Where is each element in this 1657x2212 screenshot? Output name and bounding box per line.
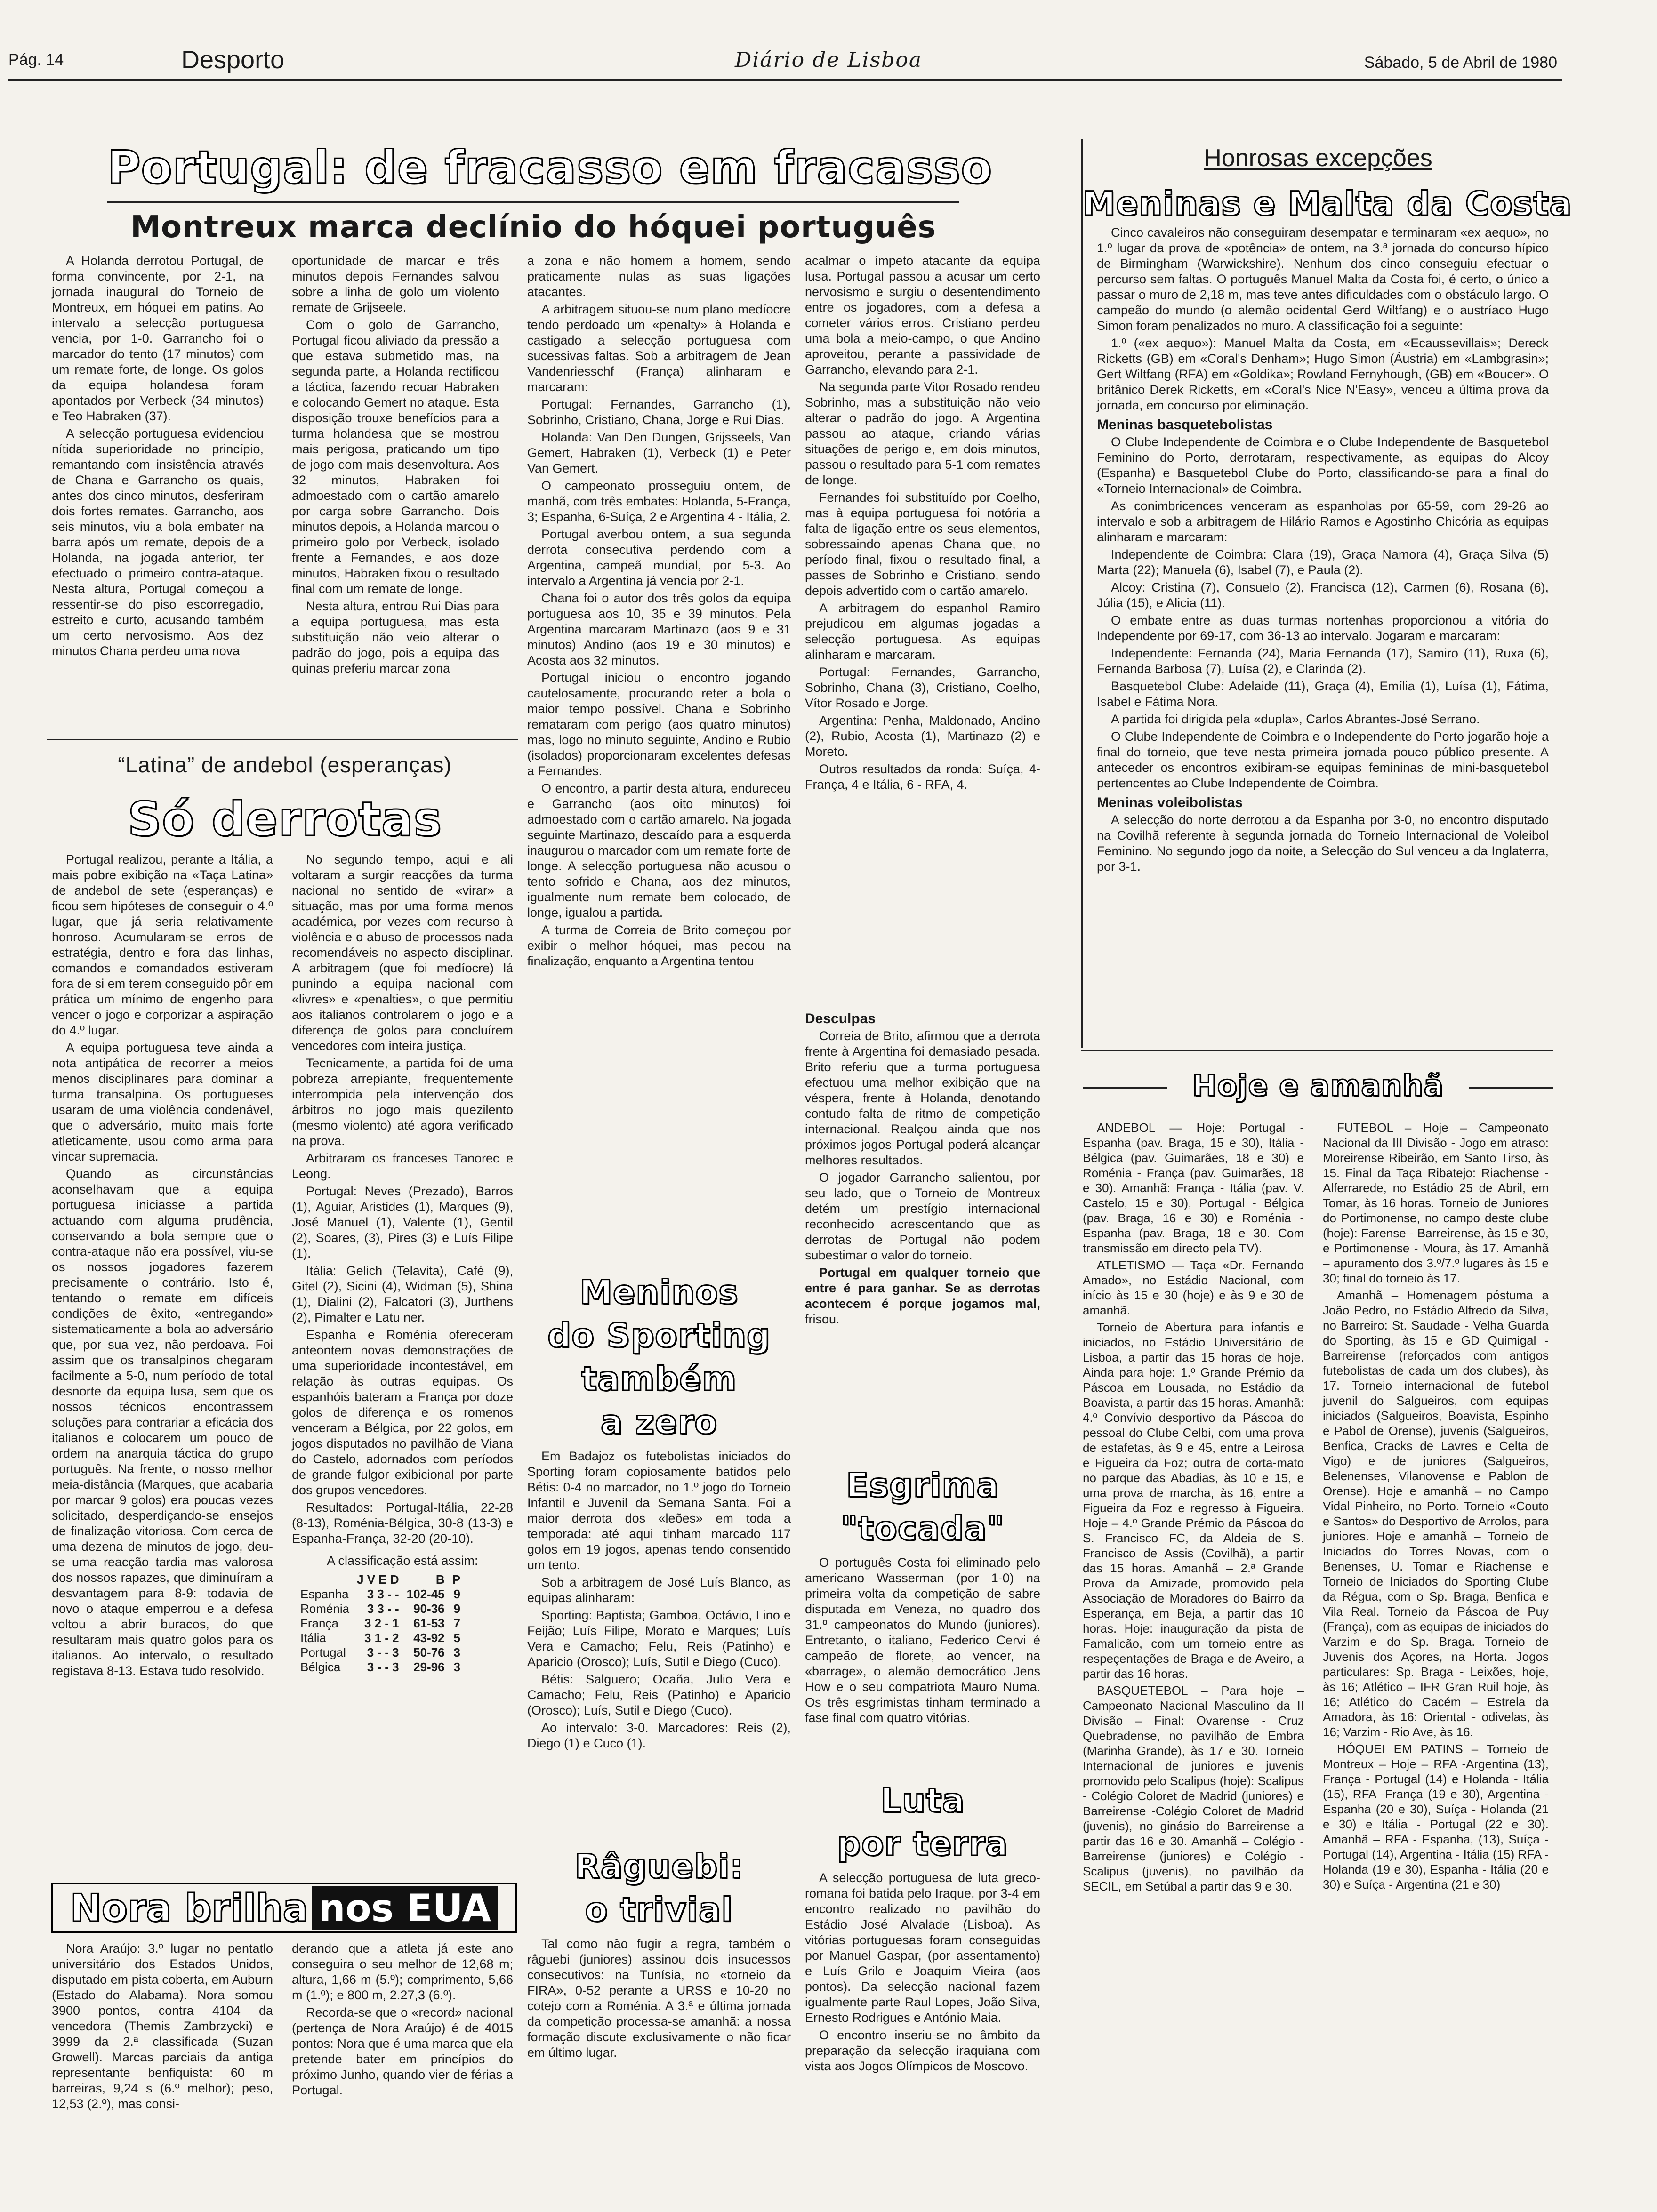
- paragraph: Cinco cavaleiros não conseguiram desempatar e terminaram «ex aequo», no 1.º lugar da prova de «potência» de ontem, na 3.ª jornada do concurso hípico de Birmingham (Warwickshire). Nenhum dos cinco conseguiu efectuar o percurso sem faltas. O português Manuel Malta da Costa foi, é certo, o único a passar o muro de 2,18 m, mas teve antes dificuldades com o obstáculo largo. O campeão do mundo (o alemão ocidental Gerd Wiltfang) e o austríaco Hugo Simon foram penalizados no muro. A classificação foi a seguinte:: [1097, 225, 1549, 333]
- paragraph: Independente: Fernanda (24), Maria Fernanda (17), Samiro (11), Ruxa (6), Fernanda Barbosa (7), Luísa (2), e Clarinda (2).: [1097, 646, 1549, 676]
- paragraph: Nesta altura, entrou Rui Dias para a equipa portuguesa, mas esta substituição não veio alterar o padrão do jogo, pois a equipa das quinas preferiu marcar zona: [292, 599, 499, 675]
- paragraph: Sporting: Baptista; Gamboa, Octávio, Lino e Feijão; Luís Filipe, Morato e Marques; Luís Vera e Camacho; Felu, Reis (Patinho) e Aparicio (Orosco); Luís, Sutil e Diego (Cuco).: [527, 1608, 791, 1669]
- table-cell: 9: [453, 1587, 460, 1601]
- table-row: [297, 1602, 464, 1616]
- table-cell: 50-76: [413, 1645, 445, 1659]
- paragraph: As conimbricences venceram as espanholas por 65-59, com 29-26 ao intervalo e sob a arbitragem de Hilário Ramos e Agostinho Chicória as equipas alinharam e marcaram:: [1097, 499, 1549, 544]
- table-row: [297, 1616, 464, 1631]
- table-cell: 3 2 - 1: [364, 1616, 399, 1630]
- nora-title-b: nos EUA: [312, 1886, 498, 1930]
- paragraph: Alcoy: Cristina (7), Consuelo (2), Francisca (12), Carmen (6), Rosana (6), Júlia (15), e Alicia (11).: [1097, 580, 1549, 610]
- paragraph: ANDEBOL — Hoje: Portugal - Espanha (pav. Braga, 15 e 30), Itália - Bélgica (pav. Guimarães, 18 e 30) e Roménia - França (pav. Guimarães, 18 e 30). Amanhã: França - Itália (pav. V. Castelo, 15 e 30), Portugal - Bélgica (pav. Braga, 16 e 30) e Roménia - Espanha (pav. Braga, 18 e 30. Com transmissão em directo pela TV).: [1083, 1121, 1304, 1255]
- table-cell: Bélgica: [300, 1660, 341, 1674]
- paragraph: Tecnicamente, a partida foi de uma pobreza arrepiante, frequentemente interrompida pela intervenção dos árbitros no jogo mais quezilento (mesmo violento) até agora verificado na prova.: [292, 1056, 513, 1148]
- luta-box: [805, 1779, 1040, 2076]
- table-row: [297, 1631, 464, 1645]
- honrosas-left-rule: [1081, 139, 1083, 1048]
- table-cell: 90-36: [413, 1602, 445, 1616]
- paragraph: Nora Araújo: 3.º lugar no pentatlo universitário dos Estados Unidos, disputado em pista coberta, em Auburn (Estado do Alabama). Nora somou 3900 pontos, contra 4104 da vencedora (Themis Zambrzycki) e 3999 da 2.ª classificada (Suzan Growell). Marcas parciais da antiga representante benfiquista: 60 m barreiras, 9,24 s (6.º melhor); peso, 12,53 (2.º), mas consi-: [52, 1941, 273, 2111]
- table-cell: 3 1 - 2: [364, 1631, 399, 1645]
- table-header-cell: J V E D: [357, 1572, 399, 1587]
- paragraph: A selecção portuguesa evidenciou nítida superioridade no princípio, remantando com insistência através de Chana e Garrancho os quais, antes dos cinco minutos, desferiram dois fortes remates. Garrancho, aos seis minutos, viu a bola embater na barra após um remate, depois de a Holanda, na jogada anterior, ter efectuado o primeiro contra-ataque. Nesta altura, Portugal começou a ressentir-se do piso escorregadio, estreito e curto, acusando também um certo nervosismo. Aos dez minutos Chana perdeu uma nova: [52, 426, 264, 658]
- paragraph: A equipa portuguesa teve ainda a nota antipática de recorrer a meios menos disciplinares para dominar a turma transalpina. Os portugueses usaram de uma violência condenável, que o adversário, muito mais forte atleticamente, usou como arma para vincar supremacia.: [52, 1041, 273, 1163]
- paragraph: Fernandes foi substituído por Coelho, mas à equipa portuguesa foi notória a falta de ligação entre os seus elementos, sobressaindo apenas Chana que, no período final, fixou o resultado final, a passes de Sobrinho e Cristiano, sendo depois advertido com o cartão amarelo.: [805, 490, 1040, 598]
- meninos-title-line: a zero: [600, 1403, 718, 1442]
- luta-title-line: por terra: [837, 1825, 1008, 1863]
- classification-table: [297, 1572, 464, 1675]
- table-row: [297, 1660, 464, 1675]
- andebol-kicker: “Latina” de andebol (esperanças): [118, 753, 452, 777]
- nora-column-2: [292, 1941, 513, 2100]
- table-row: [297, 1645, 464, 1660]
- paragraph: Resultados: Portugal-Itália, 22-28 (8-13), Roménia-Bélgica, 30-8 (13-3) e Espanha-França, 32-20 (20-10).: [292, 1500, 513, 1546]
- paragraph: Portugal averbou ontem, a sua segunda derrota consecutiva perdendo com a Argentina, campeã mundial, por 5-3. Ao intervalo a Argentina já vencia por 2-1.: [527, 527, 791, 588]
- paragraph: 1.º («ex aequo»): Manuel Malta da Costa, em «Ecaussevillais»; Dereck Ricketts (GB) em «Coral's Denham»; Hugo Simon (Áustria) em «Lambgrasin»; Gert Wiltfang (RFA) em «Goldika»; Rowland Fernyhough, (GB) em «Boucer». O britânico Derek Ricketts, em «Coral's Nice N'Easy», venceu a última prova da jornada, em concurso por eliminação.: [1097, 336, 1549, 412]
- paragraph: Correia de Brito, afirmou que a derrota frente à Argentina foi demasiado pesada. Brito referiu que a turma portuguesa efectuou uma melhor exibição que na véspera, frente à Holanda, denotando contudo falta de ritmo de competição internacional. Realçou ainda que nos próximos jogos Portugal poderá alcançar melhores resultados.: [805, 1029, 1040, 1167]
- table-cell: 3 3 - -: [367, 1587, 399, 1601]
- table-header-cell: B: [435, 1572, 445, 1587]
- paragraph: Ao intervalo: 3-0. Marcadores: Reis (2), Diego (1) e Cuco (1).: [527, 1721, 791, 1750]
- main-column-3: [527, 253, 791, 971]
- quote-tail: frisou.: [805, 1312, 840, 1326]
- paragraph: Outros resultados da ronda: Suíça, 4-França, 4 e Itália, 6 - RFA, 4.: [805, 762, 1040, 792]
- nora-title-box: [51, 1883, 517, 1933]
- paragraph: Tal como não fugir a regra, também o râguebi (juniores) assinou dois insucessos consecutivos: na Tunísia, no «torneio da FIRA», 0-52 perante a URSS e 10-20 no cotejo com a Roménia. A 3.ª e última jornada da competição processa-se amanhã: a nossa formação discute exclusivamente o não ficar em último lugar.: [527, 1937, 791, 2060]
- esgrima-title-line: "tocada": [840, 1509, 1005, 1548]
- hoje-column-2: [1323, 1120, 1549, 1894]
- masthead-rule: [8, 79, 1562, 81]
- nora-title-a: Nora brilha: [70, 1886, 308, 1930]
- table-cell: 3: [453, 1645, 460, 1659]
- esgrima-title-line: Esgrima: [846, 1466, 999, 1505]
- table-cell: Roménia: [300, 1602, 350, 1616]
- issue-date: Sábado, 5 de Abril de 1980: [1364, 54, 1557, 72]
- meninos-box: [527, 1271, 791, 1753]
- section-title: Desporto: [181, 46, 285, 74]
- paragraph: Bétis: Salguero; Ocaña, Julio Vera e Camacho; Felu, Reis (Patinho) e Aparicio (Orosco); Luís, Sutil e Diego (Cuco).: [527, 1672, 791, 1717]
- esgrima-box: [805, 1464, 1040, 1728]
- hoje-column-1: [1083, 1120, 1304, 1896]
- andebol-rule: [47, 739, 518, 740]
- paragraph: Torneio de Abertura para infantis e iniciados, no Estádio Universitário de Lisboa, a partir das 15 horas de hoje. Ainda para hoje: 1.º Grande Prémio da Páscoa em Lousada, no Estádio da Boavista, a partir das 15 horas. Amanhã: 4.º Convívio desportivo da Páscoa do pessoal do Clube Celbi, com uma prova de estafetas, às 9 e 45, entre a Leirosa e Figueira da Foz; outra de corta-mato no parque das Abadias, às 10 e 15, e uma prova de marcha, às 16, entre a Figueira da Foz e regresso à Figueira. Hoje – 4.º Grande Prémio da Páscoa do S. Francisco FC, da Aldeia de S. Francisco de Assis (Covilhã), a partir das 15 horas. Amanhã – 2.ª Grande Prova da Amizade, promovido pela Associação de Moradores do Bairro da Esperança, em Beja, a partir das 10 horas. Hoje: inauguração da pista de Famalicão, com um torneio entre as respeçentações de Braga e de Aveiro, a partir das 16 horas.: [1083, 1320, 1304, 1681]
- paragraph: Sob a arbitragem de José Luís Blanco, as equipas alinharam:: [527, 1575, 791, 1605]
- main-subhead: Montreux marca declínio do hóquei português: [130, 210, 936, 245]
- paragraph: Na segunda parte Vitor Rosado rendeu Sobrinho, mas a substituição não veio alterar o padrão do jogo. A Argentina passou ao ataque, criando várias situações de perigo e, em dois minutos, passou o resultado para 5-1 com remates de longe.: [805, 380, 1040, 487]
- paragraph: A turma de Correia de Brito começou por exibir o melhor hóquei, mas pecou na finalização, enquanto a Argentina tentou: [527, 923, 791, 968]
- table-cell: Portugal: [300, 1645, 346, 1659]
- paragraph: HÓQUEI EM PATINS – Torneio de Montreux – Hoje – RFA -Argentina (13), França - Portugal (14) e Holanda - Itália (15), RFA -França (19 e 30), Argentina - Espanha (20 e 30), Suíça - Holanda (21 e 30) e Itália - Portugal (22 e 30). Amanhã – RFA - Espanha, (13), Suíça - Portugal (14), Argentina - Itália (15) RFA - Holanda (19 e 30), Espanha - Itália (20 e 30) e Suíça - Argentina (21 e 30): [1323, 1742, 1549, 1891]
- table-cell: Itália: [300, 1631, 326, 1645]
- table-cell: 3 3 - -: [367, 1602, 399, 1616]
- andebol-column-2: [292, 852, 513, 1675]
- paragraph: Itália: Gelich (Telavita), Café (9), Gitel (2), Sicini (4), Widman (5), Shina (1), Dialini (2), Falcatori (3), Jurthens (2), Pimalter e Latu ner.: [292, 1264, 513, 1324]
- paragraph: Independente de Coimbra: Clara (19), Graça Namora (4), Graça Silva (5) Marta (22); Manuela (6), Isabel (7), e Paula (2).: [1097, 547, 1549, 577]
- table-cell: 61-53: [413, 1616, 445, 1630]
- page-number: Pág. 14: [8, 51, 64, 69]
- raguebi-box: [527, 1845, 791, 2062]
- paragraph: Portugal realizou, perante a Itália, a mais pobre exibição na «Taça Latina» de andebol de sete (esperanças) e ficou sem hipóteses de conseguir o 4.º lugar, que já seria relativamente honroso. Acumularam-se erros de estratégia, dentro e fora das linhas, comandos e comandados estiveram fora de si em terem conseguido pôr em prática um mínimo de engenho para vencer o jogo e corporizar a aspiração do 4.º lugar.: [52, 852, 273, 1037]
- paragraph: A arbitragem do espanhol Ramiro prejudicou em algumas jogadas a selecção portuguesa. As equipas alinharam e marcaram.: [805, 601, 1040, 662]
- paragraph: Portugal: Neves (Prezado), Barros (1), Aguiar, Aristides (1), Marques (9), José Manuel (1), Valente (1), Gentil (2), Soares, (3), Pires (3) e Luís Filipe (1).: [292, 1184, 513, 1260]
- table-cell: 3 - - 3: [367, 1645, 399, 1659]
- desculpas-title: Desculpas: [805, 1011, 876, 1026]
- paragraph: Amanhã – Homenagem póstuma a João Pedro, no Estádio Alfredo da Silva, no Barreiro: St. Saudade - Velha Guarda do Sporting, às 15 e GD Quimigal - Barreirense (reforçados com antigos futebolistas de cada um dos clubes), às 17. Torneio internacional de futebol juvenil do Salgueiros, com equipas iniciados (Salgueiros, Boavista, Espinho e Pabol de Orense), juvenis (Salgueiros, Benfica, Cracks de Lavres e Celta de Vigo) e de juniores (Salgueiros, Belenenses, Vilanovense e Pablon de Orense). Hoje e amanhã – no Campo Vidal Pinheiro, no Porto. Torneio «Couto e Santos» do Desportivo de Arrolos, para juniores. Hoje e amanhã – Torneio de Iniciados do Torres Novas, com o Benenses, U. Tomar e Riachense e Torneio de Iniciados do Sporting Clube da Régua, com o Sp. Braga, Benfica e Vila Real. Torneio da Páscoa de Puy (França), com as equipas de iniciados do Varzim e do Sp. Braga. Torneio de Juvenis dos Açores, na Horta. Jogos particulares: Sp. Braga - Leixões, hoje, às 16; Atlético – IFR Gran Ruil hoje, às 16; Atlético do Cacém – Estrela da Amadora, às 16: Oriental - odivelas, às 16; Varzim - Rio Ave, às 16.: [1323, 1288, 1549, 1739]
- main-column-1: [52, 253, 264, 661]
- table-cell: 102-45: [406, 1587, 445, 1601]
- table-cell: 3 - - 3: [367, 1660, 399, 1674]
- paragraph: O Clube Independente de Coimbra e o Clube Independente de Basquetebol Feminino do Porto, derrotaram, respectivamente, as equipas do Alcoy (Espanha) e Basquetebol Clube do Porto, classificando-se para a final do «Torneio Internacional» de Coimbra.: [1097, 435, 1549, 496]
- main-column-4: [805, 253, 1040, 794]
- nora-column-1: [52, 1941, 273, 2114]
- paragraph: Basquetebol Clube: Adelaide (11), Graça (4), Emília (1), Luísa (1), Fátima, Isabel e Fátima Nora.: [1097, 679, 1549, 709]
- raguebi-title-line: o trivial: [585, 1891, 733, 1929]
- paragraph: Holanda: Van Den Dungen, Grijsseels, Van Gemert, Habraken (1), Verbeck (1) e Peter Van Gemert.: [527, 430, 791, 475]
- paragraph: [805, 1265, 1040, 1327]
- paragraph: acalmar o ímpeto atacante da equipa lusa. Portugal passou a acusar um certo nervosismo e surgiu o desentendimento entre os jogadores, com a defesa a cometer vários erros. Cristiano perdeu uma bola a meio-campo, o que Andino aproveitou, perante a passividade de Garrancho, elevando para 2-1.: [805, 254, 1040, 377]
- paragraph: O embate entre as duas turmas nortenhas proporcionou a vitória do Independente por 69-17, com 36-13 ao intervalo. Jogaram e marcaram:: [1097, 613, 1549, 643]
- paragraph: O português Costa foi eliminado pelo americano Wasserman (por 1-0) na primeira volta da competição de sabre disputada em Veneza, no quadro dos 31.º campeonatos do Mundo (juniores). Entretanto, o italiano, Federico Cervi é campeão de florete, ao vencer, na «barrage», o alemão democrático Jens How e o seu compatriota Mauro Numa. Os três esgrimistas tinham terminado a fase final com quatro vitórias.: [805, 1555, 1040, 1725]
- table-cell: 43-92: [413, 1631, 445, 1645]
- table-cell: Espanha: [300, 1587, 349, 1601]
- paragraph: Recorda-se que o «record» nacional (pertença de Nora Araújo) é de 4015 pontos: Nora que é uma marca que ela pretende bater em princípios do próximo Junho, quando vier de férias a Portugal.: [292, 2005, 513, 2097]
- andebol-column-1: [52, 852, 273, 1681]
- paragraph: Em Badajoz os futebolistas iniciados do Sporting foram copiosamente batidos pelo Bétis: 0-4 no marcador, no 1.º jogo do Torneio Infantil e Juvenil da Semana Santa. Foi a maior derrota dos «leões» em toda a temporada: até aqui tinham marcado 117 golos em 19 jogos, apenas tendo consentido um tento.: [527, 1449, 791, 1572]
- meninos-title-line: do Sporting: [547, 1316, 771, 1355]
- paragraph: O encontro, a partir desta altura, endureceu e Garrancho (aos oito minutos) foi admoestado com o cartão amarelo. Na jogada seguinte Martinazo, descaído para a esquerda inaugurou o marcador com um remate forte de longe. A selecção portuguesa não acusou o tento sofrido e Chana, aos dez minutos, igualmente num remate bem colocado, de longe, igualou a partida.: [527, 781, 791, 920]
- table-cell: França: [300, 1616, 338, 1630]
- paragraph: A Holanda derrotou Portugal, de forma convincente, por 2-1, na jornada inaugural do Torneio de Montreux, em hóquei em patins. Ao intervalo a selecção portuguesa vencia, por 1-0. Garrancho foi o marcador do tento (17 minutos) com um remate forte, de longe. Os golos da equipa holandesa foram apontados por Verbeck (34 minutos) e Teo Habraken (37).: [52, 254, 264, 423]
- main-column-2: [292, 253, 499, 678]
- table-cell: 29-96: [413, 1660, 445, 1674]
- paragraph: Espanha e Roménia ofereceram anteontem novas demonstrações de uma superioridade incontestável, em relação às outras equipas. Os espanhóis bateram a França por doze golos de diferença e os romenos venceram a Bélgica, por 22 golos, em jogos disputados no pavilhão de Viana do Castelo, adornados com períodos de grande fulgor exibicional por parte dos grupos vencedores.: [292, 1328, 513, 1497]
- voleibol-subtitle: Meninas voleibolistas: [1097, 795, 1243, 810]
- table-cell: 5: [453, 1631, 460, 1645]
- luta-title-line: Luta: [880, 1781, 965, 1820]
- paragraph: derando que a atleta já este ano conseguira o seu melhor de 12,68 m; altura, 1,66 m (5.º); comprimento, 5,66 m (1.º); e 800 m, 2.27,3 (6.º).: [292, 1941, 513, 2002]
- paragraph: oportunidade de marcar e três minutos depois Fernandes salvou sobre a linha de golo um violento remate de Grijseele.: [292, 254, 499, 314]
- paragraph: A selecção portuguesa de luta greco-romana foi batida pelo Iraque, por 3-4 em encontro realizado no pavilhão do Estádio José Alvalade (Lisboa). As vitórias portuguesas foram conseguidas por Manuel Gaspar, (por assentamento) e Luís Grilo e Joaquim Vieira (aos pontos). Da selecção nacional fazem igualmente parte Raul Lopes, João Silva, Ernesto Rodrigues e António Maia.: [805, 1871, 1040, 2025]
- honrosas-body: [1097, 225, 1549, 876]
- paragraph: O Clube Independente de Coimbra e o Independente do Porto jogarão hoje a final do torneio, que teve nesta primeira jornada pouco público presente. A anteceder os encontros exibiram-se equipas femininas de mini-basquetebol pertencentes ao Clube Independente de Coimbra.: [1097, 729, 1549, 790]
- quote-bold: Portugal em qualquer torneio que entre é para ganhar. Se as derrotas acontecem é porque jogamos mal,: [805, 1266, 1040, 1311]
- paragraph: BASQUETEBOL – Para hoje – Campeonato Nacional Masculino da II Divisão – Final: Ovarense - Cruz Quebradense, no pavilhão de Embra (Marinha Grande), às 17 e 30. Torneio Internacional de juniores e juvenis promovido pelo Scalipus (hoje): Scalipus - Colégio Coloret de Madrid (juniores) e Barreirense -Colégio Coloret de Madrid (juvenis), no ginásio do Barreirense a partir das 16 e 30. Amanhã – Colégio - Barreirense (juniores) e Colégio - Scalipus (juvenis), no pavilhão da SECIL, em Setúbal a partir das 9 e 30.: [1083, 1683, 1304, 1893]
- paragraph: Argentina: Penha, Maldonado, Andino (2), Rubio, Acosta (1), Martinazo (2) e Moreto.: [805, 713, 1040, 759]
- paragraph: No segundo tempo, aqui e ali voltaram a surgir reacções da turma nacional no sentido de «virar» a situação, mas por uma forma menos académica, por vezes com recurso à violência e o abuso de processos nada recomendáveis no aspecto disciplinar. A arbitragem (que foi medíocre) lá punindo a equipa nacional com «livres» e «penalties», o que permitiu aos italianos controlarem o jogo e a diferença de golos para concluírem vencedores com inteira justiça.: [292, 852, 513, 1053]
- table-cell: 3: [453, 1660, 460, 1674]
- paragraph: Chana foi o autor dos três golos da equipa portuguesa aos 10, 35 e 39 minutos. Pela Argentina marcaram Martinazo (aos 9 e 31 minutos) Andino (aos 19 e 30 minutos) e Acosta aos 32 minutos.: [527, 591, 791, 667]
- paragraph: A arbitragem situou-se num plano medíocre tendo perdoado um «penalty» à Holanda e castigado a selecção portuguesa com sucessivas faltas. Sob a arbitragem de Jean Vandenriesschf (França) alinharam e marcaram:: [527, 302, 791, 394]
- headline-rule: [107, 201, 959, 203]
- paragraph: Com o golo de Garrancho, Portugal ficou aliviado da pressão a que estava submetido mas, na segunda parte, a Holanda rectificou a táctica, fazendo recuar Habraken e colocando Gemert no ataque. Esta disposição trouxe benefícios para a turma holandesa que se mostrou mais perigosa, praticando um tipo de jogo com mais desenvoltura. Aos 32 minutos, Habraken foi admoestado com o cartão amarelo por carga sobre Garrancho. Dois minutos depois, a Holanda marcou o primeiro golo por Verbeck, isolado frente a Fernandes, e aos doze minutos, Habraken fixou o resultado final com um remate de longe.: [292, 318, 499, 596]
- hoje-rule-right: [1469, 1087, 1553, 1089]
- raguebi-title-line: Râguebi:: [574, 1847, 744, 1886]
- paragraph: O jogador Garrancho salientou, por seu lado, que o Torneio de Montreux detém um prestígio internacional reconhecido acrescentando que as derrotas de Portugal não podem subestimar o valor do torneio.: [805, 1170, 1040, 1262]
- table-header-cell: [297, 1572, 353, 1587]
- main-headline: Portugal: de fracasso em fracasso: [107, 141, 992, 194]
- table-header-row: [297, 1572, 464, 1587]
- paragraph: A selecção do norte derrotou a da Espanha por 3-0, no encontro disputado na Covilhã referente à segunda jornada do Torneio Internacional de Voleibol Feminino. No segundo jogo da noite, a Selecção do Sul venceu a da Inglaterra, por 3-1.: [1097, 813, 1549, 874]
- table-cell: 9: [453, 1602, 460, 1616]
- newspaper-name: Diário de Lisboa: [734, 48, 923, 72]
- andebol-title: Só derrotas: [127, 792, 442, 847]
- paragraph: O campeonato prosseguiu ontem, de manhã, com três embates: Holanda, 5-França, 3; Espanha, 6-Suíça, 2 e Argentina 4 - Itália, 2.: [527, 479, 791, 524]
- paragraph: Arbitraram os franceses Tanorec e Leong.: [292, 1151, 513, 1181]
- hoje-rule-left: [1083, 1087, 1167, 1089]
- paragraph: Portugal: Fernandes, Garrancho (1), Sobrinho, Cristiano, Chana, Jorge e Rui Dias.: [527, 397, 791, 427]
- meninos-title-line: também: [581, 1360, 737, 1398]
- paragraph: ATLETISMO — Taça «Dr. Fernando Amado», no Estádio Nacional, com início às 15 e 30 (hoje) e às 9 e 30 de amanhã.: [1083, 1258, 1304, 1317]
- desculpas-box: [805, 1007, 1040, 1329]
- paragraph: Quando as circunstâncias aconselhavam que a equipa portuguesa iniciasse a partida actuando com alguma prudência, conservando a bola sempre que o contra-ataque não era possível, viu-se os nossos jogadores fazerem precisamente o contrário. Isto é, tentando o remate em difíceis condições de êxito, «entregando» sistematicamente a bola ao adversário que, por sua vez, não perdoava. Foi assim que os transalpinos chegaram facilmente a 5-0, num período de total desnorte da equipa lusa, sem que os nossos técnicos encontrassem soluções para contrariar a eficácia dos italianos e colocarem um pouco de ordem na anarquia táctica do grupo português. Na frente, o nosso melhor meia-distância (Marques, que acabaria por marcar 9 golos) era poucas vezes solicitado, desperdiçando-se ensejos de finalização vitoriosa. Com cerca de uma dezena de minutos de jogo, deu-se uma reacção tardia mas valorosa dos nossos rapazes, que diminuíram a desvantagem para 8-9: todavia de novo o ataque emperrou e a defesa voltou a abrir buracos, do que resultaram mais quatro golos para os italianos. Ao intervalo, o resultado registava 8-13. Estava tudo resolvido.: [52, 1167, 273, 1678]
- table-header-cell: P: [452, 1572, 460, 1587]
- honrosas-title: Meninas e Malta da Costa: [1083, 184, 1572, 223]
- honrosas-bottom-rule: [1081, 1050, 1553, 1051]
- classification-caption: A classificação está assim:: [327, 1554, 478, 1568]
- paragraph: Portugal: Fernandes, Garrancho, Sobrinho, Chana (3), Cristiano, Coelho, Vítor Rosado e Jorge.: [805, 665, 1040, 710]
- meninos-title-line: Meninos: [579, 1273, 739, 1312]
- table-cell: 7: [453, 1616, 460, 1630]
- hoje-title: Hoje e amanhã: [1192, 1068, 1444, 1103]
- paragraph: Portugal iniciou o encontro jogando cautelosamente, procurando reter a bola o maior tempo possível. Chana e Sobrinho remataram com perigo (aos quatro minutos) mas, logo no minuto seguinte, Andino e Rubio (isolados) proporcionaram excelentes defesas a Fernandes.: [527, 671, 791, 778]
- paragraph: FUTEBOL – Hoje – Campeonato Nacional da III Divisão - Jogo em atraso: Moreirense Ribeirão, em Santo Tirso, às 15. Final da Taça Ribatejo: Riachense - Alferrarede, no Estádio 25 de Abril, em Tomar, às 16 horas. Torneio de Juniores do Portimonense, no campo deste clube (hoje): Farense - Barreirense, às 15 e 30, e Portimonense - Moura, às 17. Amanhã – apuramento dos 3.º/7.º lugares às 15 e 30; final do torneio às 17.: [1323, 1121, 1549, 1285]
- honrosas-kicker: Honrosas excepções: [1204, 144, 1432, 172]
- paragraph: A partida foi dirigida pela «dupla», Carlos Abrantes-José Serrano.: [1111, 712, 1480, 726]
- basquetebol-subtitle: Meninas basquetebolistas: [1097, 417, 1273, 433]
- table-row: [297, 1587, 464, 1602]
- paragraph: a zona e não homem a homem, sendo praticamente nulas as suas ligações atacantes.: [527, 254, 791, 299]
- paragraph: O encontro inseriu-se no âmbito da preparação da selecção iraquiana com vista aos Jogos Olímpicos de Moscovo.: [805, 2028, 1040, 2073]
